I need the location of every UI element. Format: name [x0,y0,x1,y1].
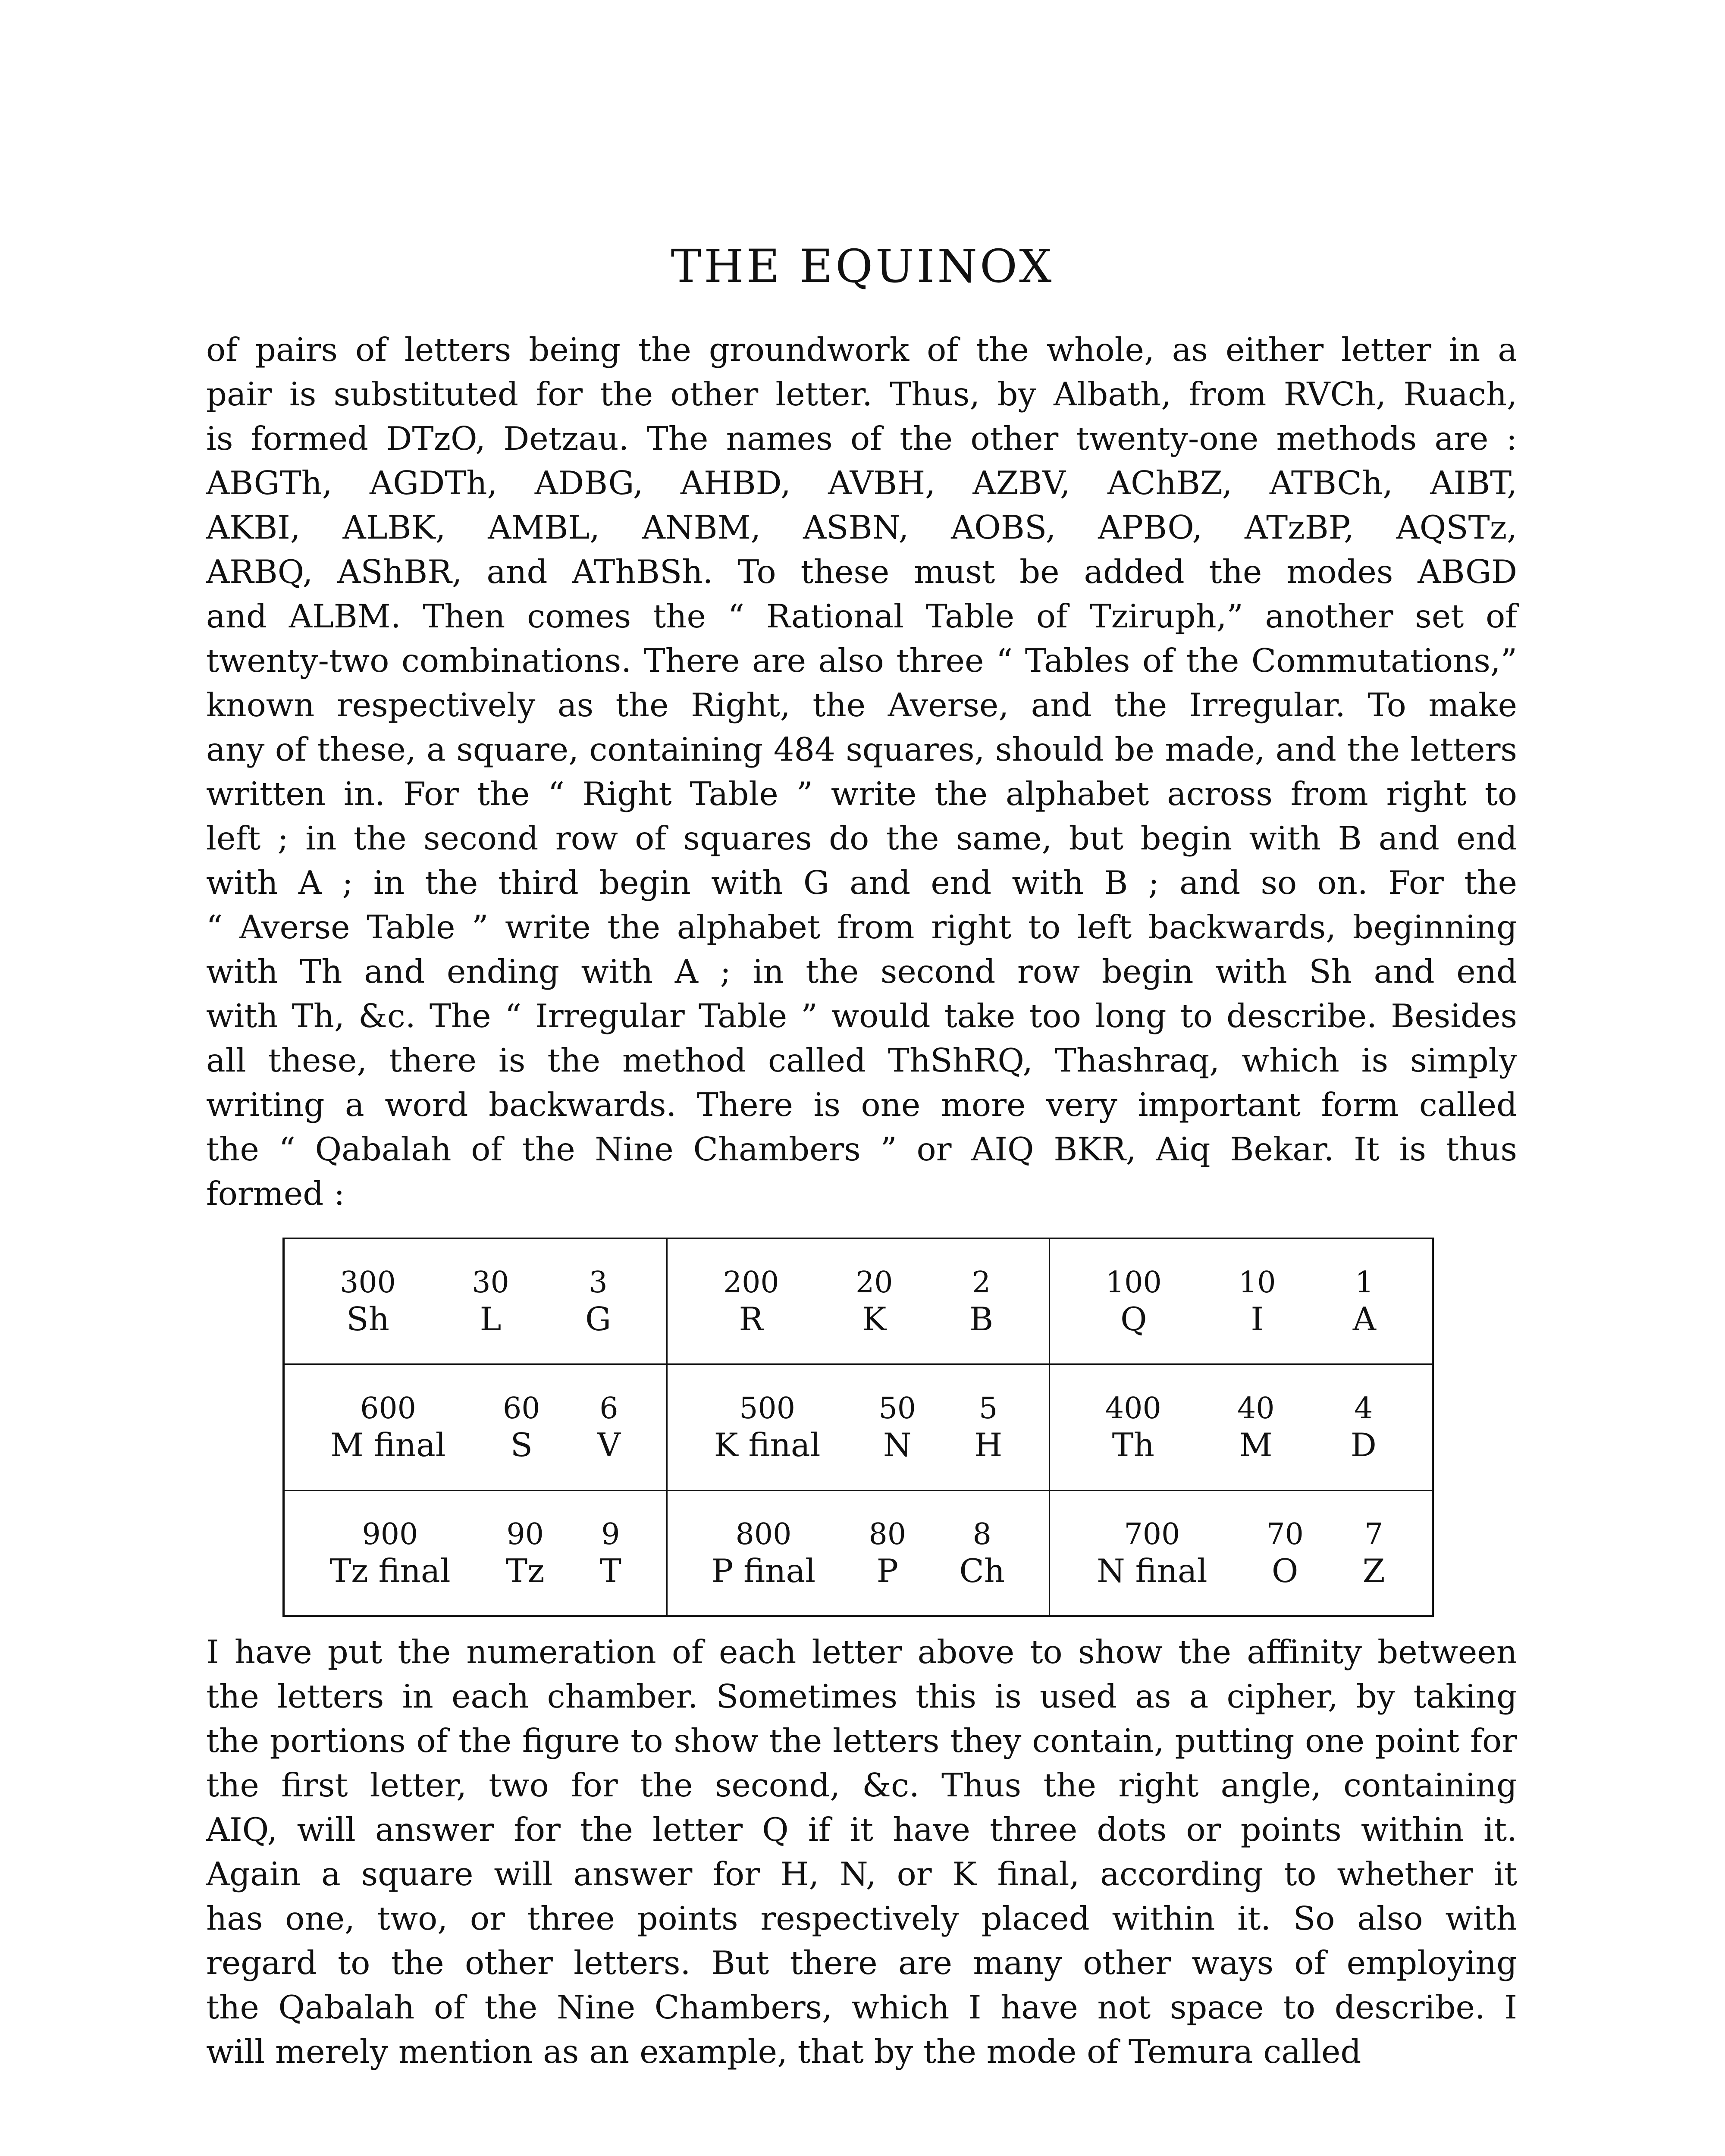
entry-letter: Sh [346,1300,389,1338]
text-line: written in. For the “ Right Table ” write the alphabet across from right to [206,775,1517,813]
entry-letter: Z [1362,1551,1385,1590]
entry-number: 20 [856,1266,893,1300]
chamber-cell [667,1239,1050,1364]
chamber-row [285,1490,1432,1615]
text-line: writing a word backwards. There is one more very important form called [206,1086,1517,1124]
chamber-entry [1266,1517,1304,1589]
entry-letter: R [739,1300,763,1338]
chamber-entry [1363,1517,1385,1589]
paragraph-cipher-explanation [206,1630,1517,2074]
chamber-entry [340,1265,396,1338]
entry-letter: M final [330,1426,446,1464]
chamber-entry [472,1265,509,1338]
entry-letter: Th [1112,1426,1154,1464]
entry-number: 500 [739,1391,795,1426]
text-line: known respectively as the Right, the Averse, and the Irregular. To make [206,686,1517,724]
entry-number: 700 [1124,1517,1180,1551]
entry-letter: P [876,1551,899,1590]
chamber-entry [723,1265,779,1338]
entry-number: 600 [360,1391,416,1426]
entry-number: 4 [1354,1391,1373,1426]
text-line: “ Averse Table ” write the alphabet from right to left backwards, beginning [206,908,1517,946]
entry-number: 10 [1238,1266,1276,1300]
entry-number: 100 [1105,1266,1162,1300]
chamber-cell [285,1490,667,1615]
chamber-entry [1106,1265,1162,1338]
text-line: will merely mention as an example, that by the mode of Temura called [206,2033,1361,2071]
entry-letter: Q [1120,1300,1147,1338]
entry-number: 300 [340,1266,396,1300]
entry-number: 1 [1355,1266,1374,1300]
text-line: left ; in the second row of squares do the same, but begin with B and end [206,819,1517,857]
entry-letter: O [1271,1551,1298,1590]
text-line: the letters in each chamber. Sometimes this is used as a cipher, by taking [206,1677,1517,1715]
entry-number: 30 [472,1266,509,1300]
chamber-entry [869,1517,906,1589]
text-line: AIQ, will answer for the letter Q if it have three dots or points within it. [206,1811,1517,1849]
chamber-entry [600,1517,621,1589]
entry-number: 7 [1364,1517,1383,1551]
nine-chambers-grid [285,1239,1432,1615]
entry-number: 50 [878,1391,916,1426]
chamber-entry [1353,1265,1376,1338]
chamber-row [285,1364,1432,1490]
text-line: Again a square will answer for H, N, or K final, according to whether it [206,1855,1517,1893]
entry-number: 2 [972,1266,991,1300]
text-line: I have put the numeration of each letter above to show the affinity between [206,1633,1517,1671]
chamber-cell [667,1364,1050,1490]
chamber-entry [597,1391,621,1463]
chamber-entry [1097,1517,1208,1589]
chamber-entry [329,1517,450,1589]
entry-number: 400 [1105,1391,1161,1426]
entry-letter: Ch [959,1551,1005,1590]
text-line: ARBQ, AShBR, and AThBSh. To these must be added the modes ABGD [206,553,1517,591]
chamber-entry [959,1517,1005,1589]
text-line: regard to the other letters. But there are many other ways of employing [206,1944,1517,1982]
chamber-entry [714,1391,821,1463]
entry-number: 6 [599,1391,618,1426]
chamber-entry [585,1265,611,1338]
entry-letter: P final [711,1551,816,1590]
text-line: ABGTh, AGDTh, ADBG, AHBD, AVBH, AZBV, AChBZ, ATBCh, AIBT, [206,464,1517,502]
chamber-entry [1351,1391,1377,1463]
chamber-entry [1105,1391,1161,1463]
chamber-cell [285,1239,667,1364]
chamber-entry [878,1391,916,1463]
chamber-entry [1239,1265,1276,1338]
entry-number: 3 [589,1266,608,1300]
chamber-cell [1049,1239,1432,1364]
chamber-row [285,1239,1432,1364]
entry-letter: K final [714,1426,821,1464]
entry-number: 800 [735,1517,792,1551]
text-line: formed : [206,1175,345,1213]
chamber-cell [1049,1490,1432,1615]
text-line: with Th, &c. The “ Irregular Table ” would take too long to describe. Besides [206,997,1517,1035]
entry-number: 9 [601,1517,620,1551]
chamber-entry [856,1265,893,1338]
entry-letter: Tz [505,1551,545,1590]
nine-chambers-table [282,1238,1434,1617]
chamber-entry [1237,1391,1275,1463]
text-line: of pairs of letters being the groundwork of the whole, as either letter in a [206,331,1517,369]
entry-letter: V [597,1426,621,1464]
chamber-cell [1049,1364,1432,1490]
entry-letter: T [599,1551,621,1590]
entry-letter: B [969,1300,994,1338]
entry-letter: K [862,1300,887,1338]
entry-number: 200 [723,1266,779,1300]
entry-number: 60 [503,1391,540,1426]
entry-letter: M [1239,1426,1273,1464]
entry-letter: A [1352,1300,1376,1338]
chamber-entry [712,1517,815,1589]
entry-number: 70 [1266,1517,1304,1551]
paragraph-temura-methods [206,328,1517,1216]
text-line: and ALBM. Then comes the “ Rational Table of Tziruph,” another set of [206,597,1517,635]
text-line: twenty-two combinations. There are also three “ Tables of the Commutations,” [206,642,1517,680]
chamber-entry [506,1517,545,1589]
entry-letter: L [480,1300,502,1338]
text-line: the portions of the figure to show the letters they contain, putting one point for [206,1722,1517,1760]
text-line: with Th and ending with A ; in the second row begin with Sh and end [206,953,1517,990]
chamber-entry [330,1391,446,1463]
entry-number: 40 [1237,1391,1275,1426]
text-line: the Qabalah of the Nine Chambers, which I have not space to describe. I [206,1988,1517,2026]
entry-letter: S [510,1426,533,1464]
entry-letter: G [585,1300,611,1338]
running-head-title: THE EQUINOX [671,240,1054,293]
entry-number: 90 [506,1517,544,1551]
entry-number: 8 [972,1517,991,1551]
text-line: AKBI, ALBK, AMBL, ANBM, ASBN, AOBS, APBO, ATzBP, AQSTz, [206,508,1517,546]
chamber-entry [974,1391,1002,1463]
chamber-cell [667,1490,1050,1615]
text-line: with A ; in the third begin with G and end with B ; and so on. For the [206,864,1517,902]
entry-letter: D [1350,1426,1377,1464]
text-line: all these, there is the method called ThShRQ, Thashraq, which is simply [206,1041,1517,1079]
text-line: is formed DTzO, Detzau. The names of the other twenty-one methods are : [206,420,1517,458]
text-line: the first letter, two for the second, &c. Thus the right angle, containing [206,1766,1517,1804]
entry-number: 5 [979,1391,998,1426]
text-line: the “ Qabalah of the Nine Chambers ” or AIQ BKR, Aiq Bekar. It is thus [206,1130,1517,1168]
entry-letter: H [974,1426,1003,1464]
text-line: has one, two, or three points respectively placed within it. So also with [206,1899,1517,1937]
entry-letter: N final [1097,1551,1208,1590]
text-line: pair is substituted for the other letter. Thus, by Albath, from RVCh, Ruach, [206,375,1517,413]
entry-letter: N [883,1426,912,1464]
chamber-cell [285,1364,667,1490]
text-line: any of these, a square, containing 484 squares, should be made, and the letters [206,730,1517,768]
entry-number: 900 [362,1517,418,1551]
chamber-entry [503,1391,540,1463]
chamber-entry [969,1265,993,1338]
entry-letter: Tz final [329,1551,451,1590]
entry-letter: I [1251,1300,1264,1338]
entry-number: 80 [869,1517,906,1551]
